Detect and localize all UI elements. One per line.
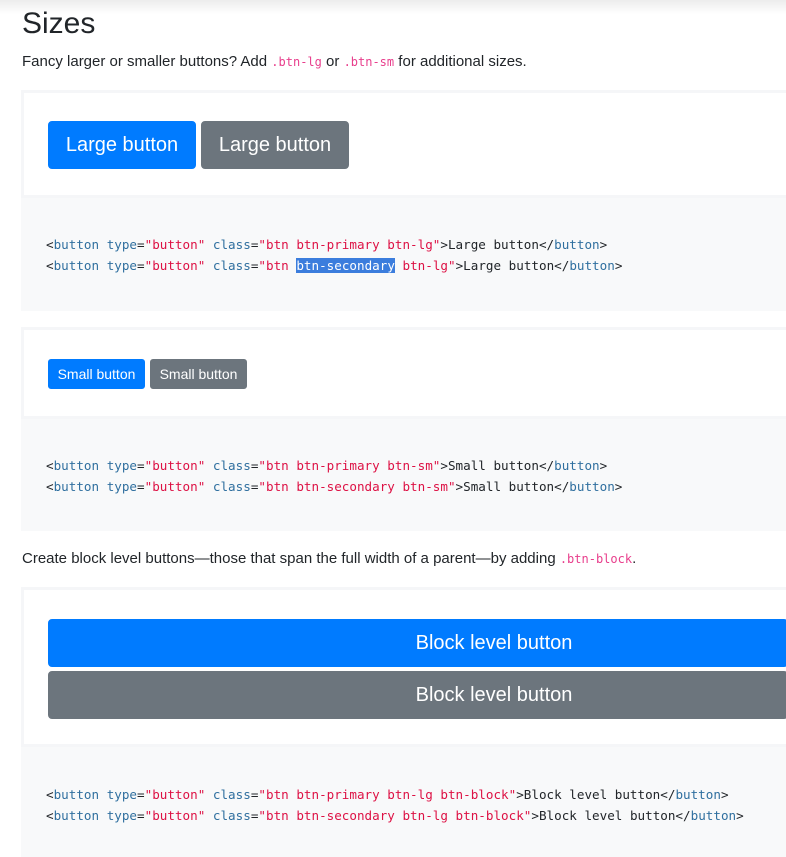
inline-code: .btn-block [559,552,633,566]
small-secondary-button[interactable]: Small button [150,359,247,389]
block-code-snippet[interactable]: <button type="button" class="btn btn-primary btn-lg btn-block">Block level button</button> <button type="button" class="btn btn-secondary btn-lg btn-block">Block level button</button> [46,787,744,823]
large-secondary-button[interactable]: Large button [201,121,349,169]
small-primary-button[interactable]: Small button [48,359,145,389]
block-buttons-example [21,587,786,747]
large-primary-button[interactable]: Large button [48,121,196,169]
inline-code: .btn-lg [271,55,322,69]
block-secondary-button[interactable]: Block level button [48,671,786,719]
block-description: Create block level buttons—those that span the full width of a parent—by adding .btn-block. [22,550,637,567]
large-code-snippet[interactable]: <button type="button" class="btn btn-primary btn-lg">Large button</button> <button type="button" class="btn btn-secondary btn-lg">Large button</button> [46,237,623,273]
inline-code: .btn-sm [343,55,395,69]
small-code-snippet[interactable]: <button type="button" class="btn btn-primary btn-sm">Small button</button> <button type="button" class="btn btn-secondary btn-sm">Small button</button> [46,458,623,494]
sizes-description: Fancy larger or smaller buttons? Add .btn-lg or .btn-sm for additional sizes. [22,53,527,70]
top-shadow [0,0,786,14]
selected-text: btn-secondary [296,258,395,273]
section-heading: Sizes [22,7,96,40]
block-primary-button[interactable]: Block level button [48,619,786,667]
